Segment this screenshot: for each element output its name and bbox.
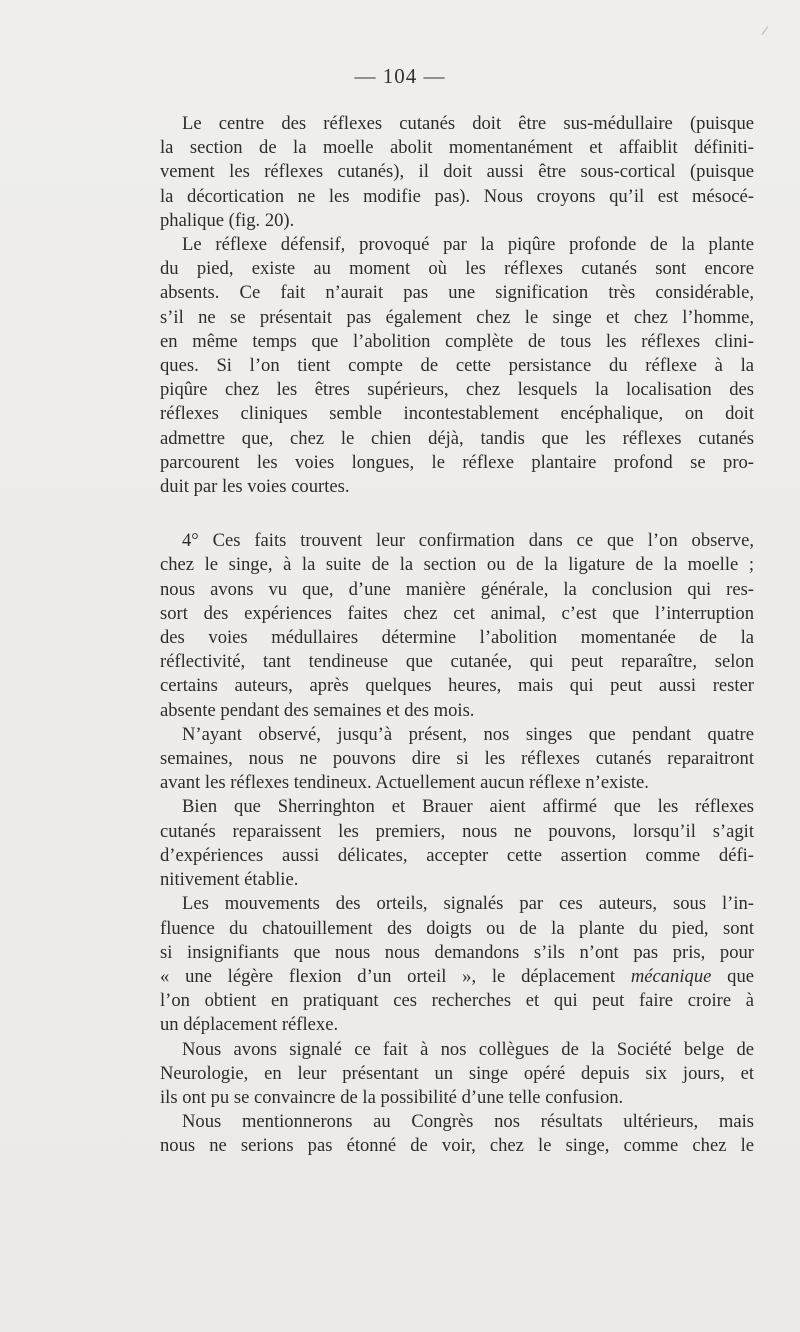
text-line: Neurologie, en leur présentant un singe opéré depuis six jours, et — [160, 1062, 754, 1084]
text-line: réflexes cliniques semble incontestablement encéphalique, on doit — [160, 403, 754, 425]
italic-word: mécanique — [630, 965, 712, 987]
text-line: d’expériences aussi délicates, accepter cette assertion comme défi- — [160, 844, 754, 866]
text-line: Le réflexe défensif, provoqué par la piqûre profonde de la plante — [182, 234, 754, 256]
page-number: — 104 — — [354, 64, 446, 88]
text-line: 4° Ces faits trouvent leur confirmation dans ce que l’on observe, — [182, 530, 754, 552]
text-line: la section de la moelle abolit momentanément et affaiblit définiti- — [160, 137, 754, 159]
section-spacer — [138, 499, 754, 529]
text-line: si insignifiants que nous nous demandons s’ils n’ont pas pris, pour — [160, 941, 754, 963]
text-line: absents. Ce fait n’aurait pas une signification très considérable, — [160, 282, 754, 304]
paragraph-2 — [138, 233, 754, 499]
paragraph-5 — [138, 795, 754, 892]
text-line: nitivement établie. — [160, 869, 299, 891]
text-line: avant les réflexes tendineux. Actuellement aucun réflexe n’existe. — [160, 772, 649, 794]
text-line: Nous mentionnerons au Congrès nos résultats ultérieurs, mais — [182, 1111, 754, 1133]
text-line: nous avons vu que, d’une manière générale, la conclusion qui res- — [160, 578, 754, 600]
text-line: Bien que Sherringhton et Brauer aient affirmé que les réflexes — [182, 796, 754, 818]
text-line: certains auteurs, après quelques heures, mais qui peut aussi rester — [160, 675, 754, 697]
text-line: parcourent les voies longues, le réflexe plantaire profond se pro- — [160, 451, 754, 473]
text-line: duit par les voies courtes. — [160, 476, 350, 498]
text-line: absente pendant des semaines et des mois. — [160, 699, 475, 721]
text-line: s’il ne se présentait pas également chez le singe et chez l’homme, — [160, 306, 754, 328]
paragraph-3 — [138, 529, 754, 723]
text-line: la décortication ne les modifie pas). Nous croyons qu’il est mésocé- — [160, 185, 754, 207]
text-segment: que — [727, 965, 755, 987]
text-line-with-italic — [138, 965, 754, 989]
text-line: N’ayant observé, jusqu’à présent, nos singes que pendant quatre — [182, 723, 754, 745]
text-line: phalique (fig. 20). — [160, 209, 295, 231]
text-line: ques. Si l’on tient compte de cette persistance du réflexe à la — [160, 355, 754, 377]
text-line: en même temps que l’abolition complète de tous les réflexes clini- — [160, 330, 754, 352]
text-line: semaines, nous ne pouvons dire si les réflexes cutanés reparaitront — [160, 748, 754, 770]
text-line: nous ne serions pas étonné de voir, chez le singe, comme chez le — [160, 1135, 754, 1157]
text-line: des voies médullaires détermine l’abolition momentanée de la — [160, 627, 754, 649]
paragraph-8 — [138, 1110, 754, 1158]
text-line: l’on obtient en pratiquant ces recherches et qui peut faire croire à — [160, 990, 754, 1012]
text-segment: « une légère flexion d’un orteil », le déplacement — [160, 965, 616, 987]
text-line: piqûre chez les êtres supérieurs, chez lesquels la localisation des — [160, 379, 754, 401]
paragraph-7 — [138, 1038, 754, 1111]
text-line: un déplacement réflexe. — [160, 1014, 339, 1036]
text-line: Le centre des réflexes cutanés doit être sus-médullaire (puisque — [182, 113, 754, 134]
text-line: sort des expériences faites chez cet animal, c’est que l’interruption — [160, 602, 754, 624]
text-line: Nous avons signalé ce fait à nos collègues de la Société belge de — [182, 1038, 754, 1060]
text-line: Les mouvements des orteils, signalés par ces auteurs, sous l’in- — [182, 893, 754, 915]
text-line: du pied, existe au moment où les réflexes cutanés sont encore — [160, 258, 754, 280]
text-line: ils ont pu se convaincre de la possibilité d’une telle confusion. — [160, 1086, 624, 1108]
body-text — [138, 112, 754, 1159]
text-line: vement les réflexes cutanés), il doit aussi être sous-cortical (puisque — [160, 161, 754, 183]
paragraph-6 — [138, 892, 754, 1037]
text-line: cutanés reparaissent les premiers, nous ne pouvons, lorsqu’il s’agit — [160, 820, 754, 842]
text-line: admettre que, chez le chien déjà, tandis que les réflexes cutanés — [160, 427, 754, 449]
text-line: fluence du chatouillement des doigts ou de la plante du pied, sont — [160, 917, 754, 939]
page-corner-mark — [762, 26, 769, 35]
paragraph-1 — [138, 112, 754, 233]
paragraph-4 — [138, 723, 754, 796]
text-line: réflectivité, tant tendineuse que cutanée, qui peut reparaître, selon — [160, 651, 754, 673]
text-line: chez le singe, à la suite de la section ou de la ligature de la moelle ; — [160, 554, 754, 576]
